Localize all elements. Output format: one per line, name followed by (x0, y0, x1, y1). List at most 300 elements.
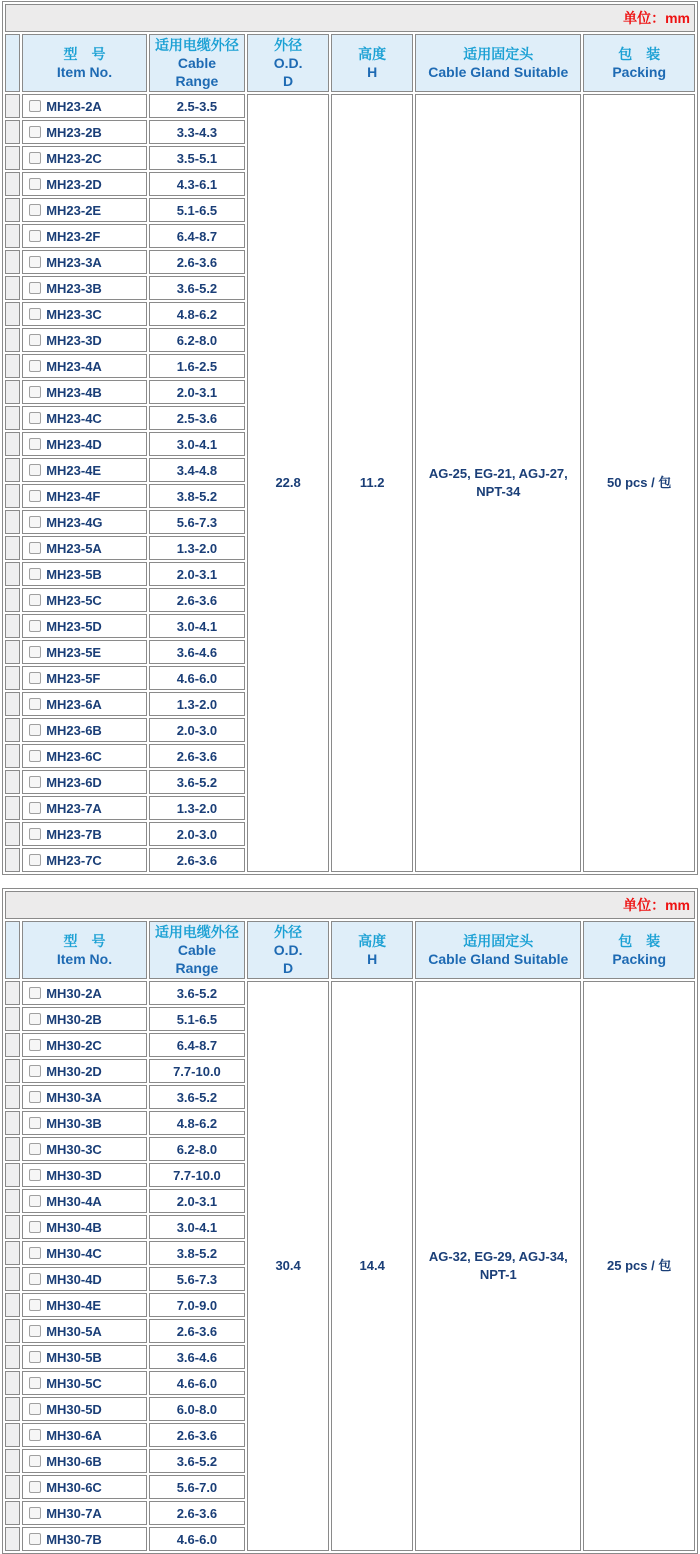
row-blank-cell (5, 822, 20, 846)
row-blank-cell (5, 718, 20, 742)
row-blank-cell (5, 1423, 20, 1447)
item-cell (22, 614, 147, 638)
item-number: MH23-4F (46, 488, 101, 504)
row-blank-cell (5, 94, 20, 118)
item-number: MH23-6C (46, 748, 102, 764)
select-checkbox[interactable] (29, 1377, 41, 1389)
select-checkbox[interactable] (29, 828, 41, 840)
header-pack-en: Packing (612, 951, 667, 967)
select-checkbox[interactable] (29, 1481, 41, 1493)
select-checkbox[interactable] (29, 1039, 41, 1051)
header-cable-en2: Range (175, 73, 219, 89)
gland-value: AG-32, EG-29, AGJ-34, NPT-1 (415, 981, 581, 1551)
product-spec-page (0, 1, 700, 1554)
header-gland-en: Cable Gland Suitable (428, 64, 569, 80)
header-pack-cn: 包 装 (618, 46, 661, 62)
unit-row (5, 891, 695, 919)
cable-range-cell: 5.1-6.5 (149, 1007, 245, 1031)
item-cell (22, 172, 147, 196)
select-checkbox[interactable] (29, 1325, 41, 1337)
gland-value: AG-25, EG-21, AGJ-27, NPT-34 (415, 94, 581, 872)
header-height (331, 921, 413, 979)
row-blank-cell (5, 1163, 20, 1187)
cable-range-cell: 2.0-3.0 (149, 718, 245, 742)
cable-range-cell: 3.8-5.2 (149, 484, 245, 508)
item-number: MH23-4E (46, 462, 102, 478)
cable-range-cell: 2.0-3.1 (149, 380, 245, 404)
packing-value: 25 pcs / 包 (583, 981, 695, 1551)
header-od-en1: O.D. (273, 55, 303, 71)
row-blank-cell (5, 744, 20, 768)
item-cell (22, 1241, 147, 1265)
row-blank-cell (5, 328, 20, 352)
select-checkbox[interactable] (29, 282, 41, 294)
unit-label: 单位：mm (5, 4, 695, 32)
height-value: 11.2 (331, 94, 413, 872)
row-blank-cell (5, 614, 20, 638)
unit-row (5, 4, 695, 32)
item-cell (22, 120, 147, 144)
header-height (331, 34, 413, 92)
item-number: MH30-3C (46, 1141, 102, 1157)
row-blank-cell (5, 1111, 20, 1135)
item-cell (22, 1085, 147, 1109)
item-number: MH23-2C (46, 150, 102, 166)
item-cell (22, 380, 147, 404)
select-checkbox[interactable] (29, 568, 41, 580)
cable-range-cell: 3.5-5.1 (149, 146, 245, 170)
header-od (247, 34, 329, 92)
row-blank-cell (5, 588, 20, 612)
row-blank-cell (5, 458, 20, 482)
select-checkbox[interactable] (29, 1221, 41, 1233)
row-blank-cell (5, 380, 20, 404)
item-cell (22, 1215, 147, 1239)
item-number: MH23-2F (46, 228, 101, 244)
cable-range-cell: 2.6-3.6 (149, 848, 245, 872)
header-cable-en1: Cable (177, 55, 216, 71)
item-cell (22, 1345, 147, 1369)
item-number: MH23-3C (46, 306, 102, 322)
item-cell (22, 718, 147, 742)
item-cell (22, 1033, 147, 1057)
select-checkbox[interactable] (29, 490, 41, 502)
row-blank-cell (5, 1267, 20, 1291)
item-number: MH23-5A (46, 540, 102, 556)
spec-table-1 (2, 1, 698, 875)
cable-range-cell: 6.2-8.0 (149, 328, 245, 352)
select-checkbox[interactable] (29, 802, 41, 814)
cable-range-cell: 2.6-3.6 (149, 744, 245, 768)
item-number: MH30-4A (46, 1193, 102, 1209)
table-row (5, 981, 695, 1005)
item-number: MH30-5C (46, 1375, 102, 1391)
header-od (247, 921, 329, 979)
cable-range-cell: 1.6-2.5 (149, 354, 245, 378)
select-checkbox[interactable] (29, 100, 41, 112)
header-item-no (22, 34, 147, 92)
header-height-en: H (367, 64, 378, 80)
item-cell (22, 1137, 147, 1161)
item-number: MH23-2D (46, 176, 102, 192)
row-blank-cell (5, 302, 20, 326)
row-blank-cell (5, 198, 20, 222)
item-cell (22, 1397, 147, 1421)
cable-range-cell: 3.3-4.3 (149, 120, 245, 144)
cable-range-cell: 4.8-6.2 (149, 1111, 245, 1135)
select-checkbox[interactable] (29, 1273, 41, 1285)
item-cell (22, 1449, 147, 1473)
cable-range-cell: 3.0-4.1 (149, 1215, 245, 1239)
item-number: MH30-2A (46, 985, 102, 1001)
select-checkbox[interactable] (29, 204, 41, 216)
select-checkbox[interactable] (29, 1455, 41, 1467)
item-number: MH23-2B (46, 124, 102, 140)
row-blank-cell (5, 1475, 20, 1499)
item-cell (22, 354, 147, 378)
item-cell (22, 328, 147, 352)
item-cell (22, 692, 147, 716)
select-checkbox[interactable] (29, 1065, 41, 1077)
select-checkbox[interactable] (29, 594, 41, 606)
cable-range-cell: 2.0-3.0 (149, 822, 245, 846)
item-number: MH30-4D (46, 1271, 102, 1287)
row-blank-cell (5, 1137, 20, 1161)
item-number: MH23-7A (46, 800, 102, 816)
select-checkbox[interactable] (29, 1507, 41, 1519)
cable-range-cell: 7.7-10.0 (149, 1059, 245, 1083)
select-checkbox[interactable] (29, 987, 41, 999)
item-number: MH23-4G (46, 514, 103, 530)
row-blank-cell (5, 1371, 20, 1395)
select-checkbox[interactable] (29, 1247, 41, 1259)
select-checkbox[interactable] (29, 776, 41, 788)
select-checkbox[interactable] (29, 1091, 41, 1103)
row-blank-cell (5, 1007, 20, 1031)
select-checkbox[interactable] (29, 1299, 41, 1311)
cable-range-cell: 2.6-3.6 (149, 1423, 245, 1447)
cable-range-cell: 3.0-4.1 (149, 614, 245, 638)
cable-range-cell: 2.5-3.5 (149, 94, 245, 118)
header-height-cn: 高度 (358, 933, 387, 949)
row-blank-cell (5, 484, 20, 508)
item-number: MH23-4D (46, 436, 102, 452)
packing-value: 50 pcs / 包 (583, 94, 695, 872)
row-blank-cell (5, 770, 20, 794)
item-number: MH23-5D (46, 618, 102, 634)
item-cell (22, 770, 147, 794)
header-gland-en: Cable Gland Suitable (428, 951, 569, 967)
select-checkbox[interactable] (29, 750, 41, 762)
select-checkbox[interactable] (29, 334, 41, 346)
row-blank-cell (5, 1215, 20, 1239)
row-blank-cell (5, 406, 20, 430)
item-number: MH30-2C (46, 1037, 102, 1053)
header-packing (583, 921, 695, 979)
item-cell (22, 432, 147, 456)
select-checkbox[interactable] (29, 178, 41, 190)
od-value: 30.4 (247, 981, 329, 1551)
item-cell (22, 458, 147, 482)
item-cell (22, 1293, 147, 1317)
cable-range-cell: 4.6-6.0 (149, 1371, 245, 1395)
header-item-en: Item No. (56, 64, 113, 80)
select-checkbox[interactable] (29, 152, 41, 164)
select-checkbox[interactable] (29, 672, 41, 684)
select-checkbox[interactable] (29, 1533, 41, 1545)
item-number: MH30-4B (46, 1219, 102, 1235)
spec-table-2 (2, 888, 698, 1554)
header-item-no (22, 921, 147, 979)
row-blank-cell (5, 250, 20, 274)
row-blank-cell (5, 224, 20, 248)
cable-range-cell: 6.2-8.0 (149, 1137, 245, 1161)
header-pack-en: Packing (612, 64, 667, 80)
item-cell (22, 94, 147, 118)
cable-range-cell: 3.6-5.2 (149, 770, 245, 794)
cable-range-cell: 4.6-6.0 (149, 1527, 245, 1551)
cable-range-cell: 4.3-6.1 (149, 172, 245, 196)
header-od-en2: D (283, 73, 294, 89)
select-checkbox[interactable] (29, 724, 41, 736)
select-checkbox[interactable] (29, 126, 41, 138)
select-checkbox[interactable] (29, 1429, 41, 1441)
row-blank-cell (5, 172, 20, 196)
header-height-en: H (367, 951, 378, 967)
item-cell (22, 1059, 147, 1083)
row-blank-cell (5, 692, 20, 716)
select-checkbox[interactable] (29, 256, 41, 268)
select-checkbox[interactable] (29, 1013, 41, 1025)
select-checkbox[interactable] (29, 360, 41, 372)
row-blank-cell (5, 1189, 20, 1213)
item-number: MH30-3D (46, 1167, 102, 1183)
header-item-cn: 型 号 (63, 46, 106, 62)
row-blank-cell (5, 1059, 20, 1083)
row-blank-cell (5, 848, 20, 872)
row-blank-cell (5, 981, 20, 1005)
row-blank-cell (5, 1397, 20, 1421)
od-value: 22.8 (247, 94, 329, 872)
cable-range-cell: 3.6-4.6 (149, 1345, 245, 1369)
item-number: MH30-7B (46, 1531, 102, 1547)
header-od-cn: 外径 (274, 924, 303, 940)
select-checkbox[interactable] (29, 412, 41, 424)
item-number: MH23-2E (46, 202, 102, 218)
cable-range-cell: 6.0-8.0 (149, 1397, 245, 1421)
row-blank-cell (5, 146, 20, 170)
cable-range-cell: 3.4-4.8 (149, 458, 245, 482)
item-number: MH23-3B (46, 280, 102, 296)
item-number: MH30-6A (46, 1427, 102, 1443)
item-number: MH23-2A (46, 98, 102, 114)
header-gland-cn: 适用固定头 (463, 46, 534, 62)
row-blank-cell (5, 640, 20, 664)
cable-range-cell: 1.3-2.0 (149, 796, 245, 820)
item-cell (22, 146, 147, 170)
header-item-cn: 型 号 (63, 933, 106, 949)
header-gland-cn: 适用固定头 (463, 933, 534, 949)
cable-range-cell: 1.3-2.0 (149, 536, 245, 560)
item-number: MH23-6A (46, 696, 102, 712)
item-number: MH23-5F (46, 670, 101, 686)
row-blank-cell (5, 1501, 20, 1525)
row-blank-cell (5, 1033, 20, 1057)
row-blank-cell (5, 796, 20, 820)
cable-range-cell: 5.6-7.3 (149, 510, 245, 534)
select-checkbox[interactable] (29, 230, 41, 242)
item-number: MH23-4B (46, 384, 102, 400)
select-checkbox[interactable] (29, 1403, 41, 1415)
cable-range-cell: 5.6-7.0 (149, 1475, 245, 1499)
item-cell (22, 198, 147, 222)
item-cell (22, 1319, 147, 1343)
header-od-cn: 外径 (274, 37, 303, 53)
item-cell (22, 1475, 147, 1499)
item-number: MH30-4C (46, 1245, 102, 1261)
item-cell (22, 1501, 147, 1525)
header-cable-range (149, 34, 245, 92)
item-cell (22, 406, 147, 430)
select-checkbox[interactable] (29, 1169, 41, 1181)
item-number: MH30-5B (46, 1349, 102, 1365)
row-blank-cell (5, 510, 20, 534)
item-cell (22, 1111, 147, 1135)
cable-range-cell: 2.0-3.1 (149, 1189, 245, 1213)
header-blank-cell (5, 34, 20, 92)
select-checkbox[interactable] (29, 698, 41, 710)
item-number: MH30-7A (46, 1505, 102, 1521)
item-number: MH23-5C (46, 592, 102, 608)
item-cell (22, 1423, 147, 1447)
item-cell (22, 666, 147, 690)
item-cell (22, 562, 147, 586)
header-height-cn: 高度 (358, 46, 387, 62)
cable-range-cell: 2.6-3.6 (149, 1501, 245, 1525)
item-cell (22, 1527, 147, 1551)
cable-range-cell: 5.6-7.3 (149, 1267, 245, 1291)
item-cell (22, 1163, 147, 1187)
item-number: MH23-3A (46, 254, 102, 270)
select-checkbox[interactable] (29, 1143, 41, 1155)
item-cell (22, 536, 147, 560)
item-cell (22, 224, 147, 248)
cable-range-cell: 3.6-4.6 (149, 640, 245, 664)
header-od-en2: D (283, 960, 294, 976)
row-blank-cell (5, 354, 20, 378)
item-number: MH23-5E (46, 644, 102, 660)
select-checkbox[interactable] (29, 464, 41, 476)
cable-range-cell: 3.6-5.2 (149, 1085, 245, 1109)
row-blank-cell (5, 562, 20, 586)
row-blank-cell (5, 1319, 20, 1343)
item-cell (22, 848, 147, 872)
cable-range-cell: 3.8-5.2 (149, 1241, 245, 1265)
cable-range-cell: 2.6-3.6 (149, 250, 245, 274)
item-cell (22, 302, 147, 326)
row-blank-cell (5, 1345, 20, 1369)
select-checkbox[interactable] (29, 646, 41, 658)
item-number: MH23-4C (46, 410, 102, 426)
header-row (5, 34, 695, 92)
item-number: MH30-6C (46, 1479, 102, 1495)
select-checkbox[interactable] (29, 516, 41, 528)
cable-range-cell: 3.6-5.2 (149, 981, 245, 1005)
cable-range-cell: 2.5-3.6 (149, 406, 245, 430)
select-checkbox[interactable] (29, 620, 41, 632)
cable-range-cell: 7.7-10.0 (149, 1163, 245, 1187)
row-blank-cell (5, 1449, 20, 1473)
item-number: MH23-6B (46, 722, 102, 738)
cable-range-cell: 3.6-5.2 (149, 276, 245, 300)
cable-range-cell: 2.6-3.6 (149, 1319, 245, 1343)
cable-range-cell: 3.6-5.2 (149, 1449, 245, 1473)
item-number: MH30-5A (46, 1323, 102, 1339)
unit-label: 单位：mm (5, 891, 695, 919)
item-number: MH30-2D (46, 1063, 102, 1079)
item-cell (22, 484, 147, 508)
item-cell (22, 822, 147, 846)
height-value: 14.4 (331, 981, 413, 1551)
cable-range-cell: 6.4-8.7 (149, 1033, 245, 1057)
item-cell (22, 250, 147, 274)
row-blank-cell (5, 666, 20, 690)
select-checkbox[interactable] (29, 1351, 41, 1363)
row-blank-cell (5, 1241, 20, 1265)
select-checkbox[interactable] (29, 308, 41, 320)
cable-range-cell: 1.3-2.0 (149, 692, 245, 716)
item-number: MH30-3B (46, 1115, 102, 1131)
select-checkbox[interactable] (29, 854, 41, 866)
header-item-en: Item No. (56, 951, 113, 967)
item-number: MH30-4E (46, 1297, 102, 1313)
item-number: MH30-5D (46, 1401, 102, 1417)
item-number: MH23-6D (46, 774, 102, 790)
select-checkbox[interactable] (29, 438, 41, 450)
header-packing (583, 34, 695, 92)
cable-range-cell: 7.0-9.0 (149, 1293, 245, 1317)
item-number: MH30-6B (46, 1453, 102, 1469)
item-number: MH23-5B (46, 566, 102, 582)
row-blank-cell (5, 276, 20, 300)
row-blank-cell (5, 120, 20, 144)
select-checkbox[interactable] (29, 1117, 41, 1129)
item-cell (22, 981, 147, 1005)
header-cable-range (149, 921, 245, 979)
select-checkbox[interactable] (29, 542, 41, 554)
header-cable-cn: 适用电缆外径 (154, 37, 239, 53)
table-row (5, 94, 695, 118)
cable-range-cell: 5.1-6.5 (149, 198, 245, 222)
item-cell (22, 640, 147, 664)
cable-range-cell: 3.0-4.1 (149, 432, 245, 456)
select-checkbox[interactable] (29, 1195, 41, 1207)
item-number: MH30-3A (46, 1089, 102, 1105)
header-row (5, 921, 695, 979)
item-cell (22, 276, 147, 300)
cable-range-cell: 4.8-6.2 (149, 302, 245, 326)
header-cable-cn: 适用电缆外径 (154, 924, 239, 940)
cable-range-cell: 6.4-8.7 (149, 224, 245, 248)
header-pack-cn: 包 装 (618, 933, 661, 949)
header-cable-en1: Cable (177, 942, 216, 958)
header-cable-en2: Range (175, 960, 219, 976)
item-cell (22, 588, 147, 612)
cable-range-cell: 2.6-3.6 (149, 588, 245, 612)
row-blank-cell (5, 432, 20, 456)
item-number: MH30-2B (46, 1011, 102, 1027)
select-checkbox[interactable] (29, 386, 41, 398)
